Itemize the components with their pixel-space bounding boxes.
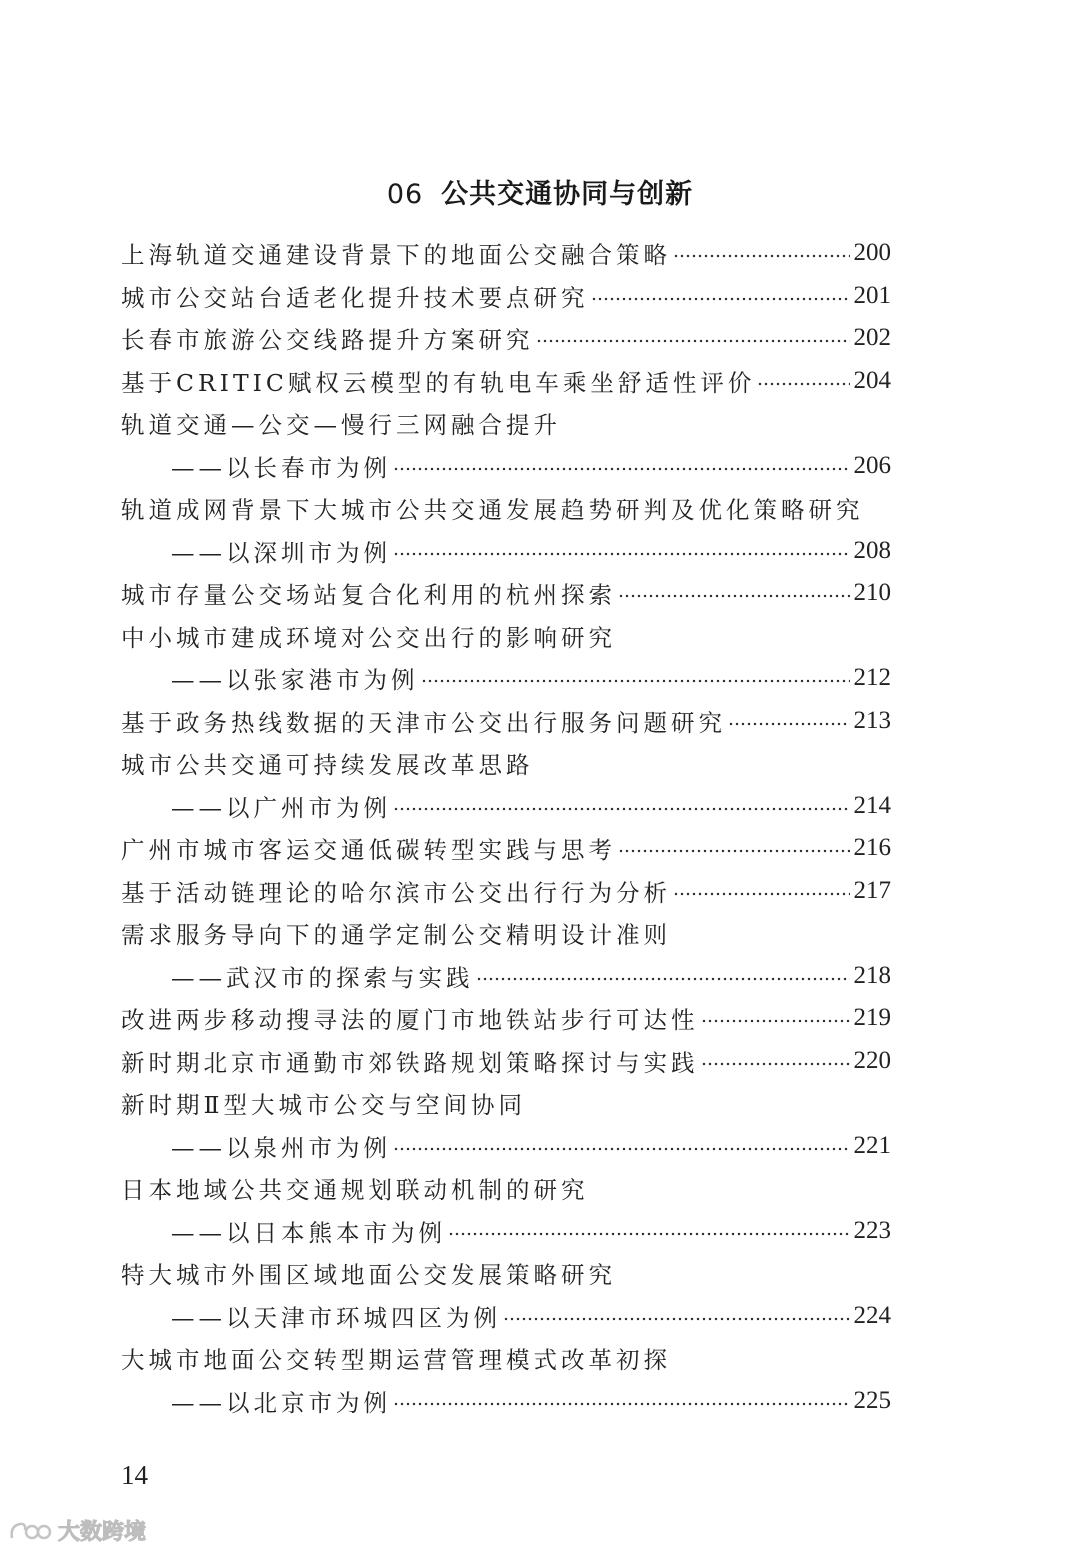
toc-entry-title: 特大城市外围区域地面公交发展策略研究 — [121, 1261, 616, 1290]
leader-dots — [393, 1147, 850, 1151]
watermark-text: 大数跨境 — [58, 1520, 147, 1545]
toc-entry-subline[interactable] — [121, 1125, 891, 1168]
toc-entry-title: 城市公交站台适老化提升技术要点研究 — [121, 283, 589, 312]
toc-entry[interactable] — [121, 275, 891, 318]
toc-entry-subtitle: ——以张家港市为例 — [171, 666, 419, 695]
toc-entry-title: 新时期北京市通勤市郊铁路规划策略探讨与实践 — [121, 1048, 699, 1077]
watermark — [8, 1515, 146, 1546]
toc-entry-page: 214 — [853, 791, 891, 819]
leader-dots — [393, 807, 850, 811]
toc-entry-page: 204 — [853, 366, 891, 394]
toc-entry-subtitle: ——以长春市为例 — [171, 453, 391, 482]
toc-entry-title: 基于政务热线数据的天津市公交出行服务问题研究 — [121, 708, 726, 737]
toc-entry[interactable] — [121, 317, 891, 360]
toc-entry[interactable] — [121, 572, 891, 615]
toc-entry-title: 基于活动链理论的哈尔滨市公交出行行为分析 — [121, 878, 671, 907]
leader-dots — [591, 297, 850, 301]
leader-dots — [393, 552, 850, 556]
toc-entry-title: 基于CRITIC赋权云模型的有轨电车乘坐舒适性评价 — [121, 368, 756, 397]
toc-entry[interactable] — [121, 1337, 891, 1380]
toc-entry[interactable] — [121, 1167, 891, 1210]
toc-entry-page: 202 — [853, 324, 891, 352]
toc-entry-title: 长春市旅游公交线路提升方案研究 — [121, 326, 534, 355]
toc-entry-title: 大城市地面公交转型期运营管理模式改革初探 — [121, 1346, 671, 1375]
leader-dots — [536, 339, 850, 343]
toc-entry[interactable] — [121, 1082, 891, 1125]
leader-dots — [618, 849, 850, 853]
toc-entry-subline[interactable] — [121, 1380, 891, 1423]
toc-entry[interactable] — [121, 1252, 891, 1295]
toc-entry-subtitle: ——以泉州市为例 — [171, 1133, 391, 1162]
toc-entry-title: 上海轨道交通建设背景下的地面公交融合策略 — [121, 241, 671, 270]
toc-entry[interactable] — [121, 827, 891, 870]
leader-dots — [701, 1062, 850, 1066]
toc-entry-title: 中小城市建成环境对公交出行的影响研究 — [121, 623, 616, 652]
toc-entry-title: 轨道成网背景下大城市公共交通发展趋势研判及优化策略研究 — [121, 496, 864, 525]
leader-dots — [448, 1232, 850, 1236]
toc-entry-subline[interactable] — [121, 1210, 891, 1253]
toc-entry-title: 改进两步移动搜寻法的厦门市地铁站步行可达性 — [121, 1006, 699, 1035]
toc-entry[interactable] — [121, 232, 891, 275]
toc-entry-title: 日本地域公共交通规划联动机制的研究 — [121, 1176, 589, 1205]
page-number: 14 — [121, 1460, 148, 1490]
toc-entry-subtitle: ——以深圳市为例 — [171, 538, 391, 567]
toc-entry[interactable] — [121, 487, 891, 530]
table-of-contents — [121, 232, 891, 1422]
leader-dots — [618, 594, 850, 598]
leader-dots — [701, 1019, 850, 1023]
toc-entry-page: 216 — [853, 834, 891, 862]
leader-dots — [757, 382, 849, 386]
watermark-logo-icon — [8, 1518, 52, 1544]
toc-entry-title: 轨道交通—公交—慢行三网融合提升 — [121, 411, 561, 440]
toc-entry-subline[interactable] — [121, 657, 891, 700]
toc-entry[interactable] — [121, 360, 891, 403]
toc-entry[interactable] — [121, 700, 891, 743]
toc-entry-title: 新时期Ⅱ型大城市公交与空间协同 — [121, 1091, 526, 1120]
toc-entry[interactable] — [121, 997, 891, 1040]
toc-entry-title: 广州市城市客运交通低碳转型实践与思考 — [121, 836, 616, 865]
toc-entry-title: 城市公共交通可持续发展改革思路 — [121, 751, 534, 780]
toc-entry-page: 200 — [853, 239, 891, 267]
toc-entry-title: 城市存量公交场站复合化利用的杭州探索 — [121, 581, 616, 610]
leader-dots — [421, 679, 850, 683]
toc-entry-subtitle: ——武汉市的探索与实践 — [171, 963, 474, 992]
leader-dots — [728, 722, 850, 726]
toc-entry-page: 218 — [853, 961, 891, 989]
toc-entry[interactable] — [121, 742, 891, 785]
toc-entry-subline[interactable] — [121, 955, 891, 998]
toc-entry[interactable] — [121, 912, 891, 955]
toc-entry-page: 208 — [853, 536, 891, 564]
toc-entry-title: 需求服务导向下的通学定制公交精明设计准则 — [121, 921, 671, 950]
toc-entry-page: 220 — [853, 1046, 891, 1074]
toc-entry-page: 224 — [853, 1301, 891, 1329]
section-heading — [0, 172, 1080, 211]
toc-entry-page: 210 — [853, 579, 891, 607]
toc-entry[interactable] — [121, 402, 891, 445]
toc-entry[interactable] — [121, 870, 891, 913]
toc-entry-subline[interactable] — [121, 530, 891, 573]
leader-dots — [673, 892, 850, 896]
section-number: 06 — [386, 179, 424, 210]
toc-entry-page: 217 — [853, 876, 891, 904]
toc-entry-page: 219 — [853, 1004, 891, 1032]
toc-entry-page: 223 — [853, 1216, 891, 1244]
section-title: 公共交通协同与创新 — [441, 179, 694, 210]
toc-entry-subtitle: ——以天津市环城四区为例 — [171, 1303, 501, 1332]
toc-entry-page: 212 — [853, 664, 891, 692]
toc-entry-subtitle: ——以广州市为例 — [171, 793, 391, 822]
leader-dots — [393, 467, 850, 471]
toc-entry-page: 221 — [853, 1131, 891, 1159]
toc-entry-page: 201 — [853, 281, 891, 309]
toc-entry-page: 225 — [853, 1386, 891, 1414]
toc-entry-subtitle: ——以北京市为例 — [171, 1388, 391, 1417]
toc-entry-page: 206 — [853, 451, 891, 479]
toc-entry[interactable] — [121, 615, 891, 658]
leader-dots — [393, 1402, 850, 1406]
toc-entry-subline[interactable] — [121, 445, 891, 488]
leader-dots — [673, 254, 850, 258]
leader-dots — [503, 1317, 850, 1321]
toc-entry-subline[interactable] — [121, 785, 891, 828]
toc-entry-page: 213 — [853, 706, 891, 734]
toc-entry-subtitle: ——以日本熊本市为例 — [171, 1218, 446, 1247]
toc-entry[interactable] — [121, 1040, 891, 1083]
toc-entry-subline[interactable] — [121, 1295, 891, 1338]
leader-dots — [476, 977, 850, 981]
